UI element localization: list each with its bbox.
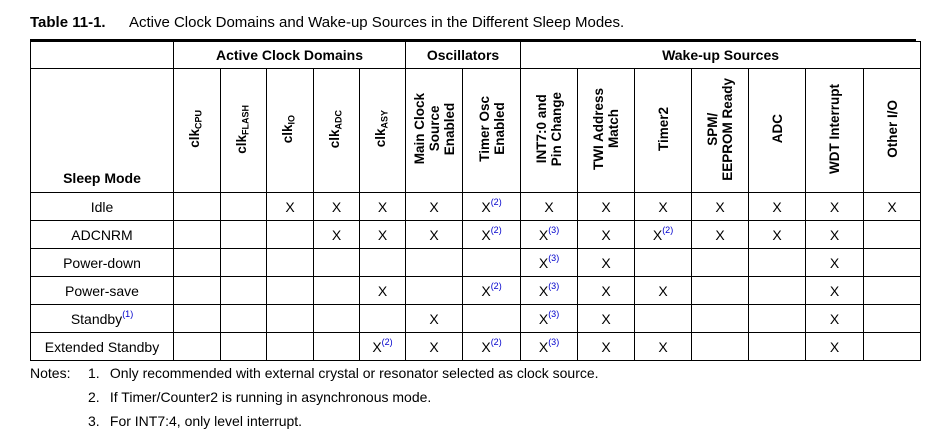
header-spm: SPM/ EEPROM Ready — [692, 69, 749, 193]
table-row — [31, 277, 921, 305]
header-clk-asy: clk$_{ASY}$ — [360, 69, 406, 193]
table-cell: X — [635, 277, 692, 305]
table-cell: X — [806, 193, 864, 221]
table-cell: X — [406, 305, 463, 333]
note-item: 2. If Timer/Counter2 is running in asynchronous mode. — [88, 389, 432, 405]
header-clk-cpu: clk$_{CPU}$ — [174, 69, 221, 193]
table-cell: $X^{(2)}$ — [360, 333, 406, 361]
table-cell — [864, 333, 921, 361]
sleep-mode-cell: ADCNRM — [31, 221, 174, 249]
table-number: Table 11-1. — [30, 14, 106, 31]
table-cell: X — [406, 333, 463, 361]
table-row — [31, 249, 921, 277]
note-item: 1. Only recommended with external crystal or resonator selected as clock source. — [88, 365, 599, 381]
table-cell: X — [692, 221, 749, 249]
table-cell: $X^{(2)}$ — [635, 221, 692, 249]
table-cell: X — [578, 221, 635, 249]
sleep-mode-cell: Power-down — [31, 249, 174, 277]
table-cell: $X^{(2)}$ — [463, 277, 521, 305]
table-cell: X — [806, 305, 864, 333]
table-cell — [221, 277, 267, 305]
table-cell — [314, 249, 360, 277]
header-sleep-mode: Sleep Mode — [31, 69, 174, 193]
table-cell: X — [360, 277, 406, 305]
table-cell — [221, 193, 267, 221]
table-cell — [749, 333, 806, 361]
table-cell: X — [314, 193, 360, 221]
table-cell: X — [406, 221, 463, 249]
table-cell: X — [806, 249, 864, 277]
table-cell: X — [635, 333, 692, 361]
table-cell — [692, 249, 749, 277]
table-cell: X — [578, 305, 635, 333]
table-cell — [749, 277, 806, 305]
table-cell — [314, 305, 360, 333]
table-row — [31, 305, 921, 333]
table-cell: X — [406, 193, 463, 221]
table-caption — [30, 14, 624, 31]
table-cell — [174, 193, 221, 221]
table-row — [31, 193, 921, 221]
header-int7: INT7:0 and Pin Change — [521, 69, 578, 193]
table-cell: $X^{(3)}$ — [521, 221, 578, 249]
table-cell — [463, 249, 521, 277]
table-cell: X — [806, 333, 864, 361]
table-cell: X — [578, 277, 635, 305]
table-cell — [174, 305, 221, 333]
sleep-mode-cell: Idle — [31, 193, 174, 221]
table-cell: X — [578, 333, 635, 361]
table-cell — [314, 277, 360, 305]
table-cell: X — [864, 193, 921, 221]
table-body — [31, 193, 921, 361]
table-cell: $X^{(3)}$ — [521, 333, 578, 361]
table-cell — [864, 221, 921, 249]
table-cell — [221, 333, 267, 361]
table-cell: X — [360, 193, 406, 221]
table-cell: $X^{(3)}$ — [521, 277, 578, 305]
table-cell — [221, 249, 267, 277]
table-cell — [267, 333, 314, 361]
header-adc: ADC — [749, 69, 806, 193]
table-cell: X — [749, 221, 806, 249]
group-wakeup-sources: Wake-up Sources — [521, 42, 921, 69]
table-cell: $X^{(2)}$ — [463, 193, 521, 221]
table-cell: $X^{(2)}$ — [463, 221, 521, 249]
table-row — [31, 221, 921, 249]
table-cell — [635, 305, 692, 333]
table-cell — [174, 249, 221, 277]
table-cell — [406, 249, 463, 277]
table-cell — [267, 221, 314, 249]
table-cell — [749, 249, 806, 277]
group-blank — [31, 42, 174, 69]
table-cell: X — [578, 249, 635, 277]
table-cell: X — [749, 193, 806, 221]
header-twi: TWI Address Match — [578, 69, 635, 193]
table-cell: X — [692, 193, 749, 221]
table-cell — [463, 305, 521, 333]
table-cell — [174, 277, 221, 305]
table-cell — [864, 277, 921, 305]
table-cell — [174, 221, 221, 249]
table-cell — [221, 221, 267, 249]
table-cell: X — [521, 193, 578, 221]
table-cell: $X^{(2)}$ — [463, 333, 521, 361]
table-cell — [174, 333, 221, 361]
table-cell: X — [267, 193, 314, 221]
group-clock-domains: Active Clock Domains — [174, 42, 406, 69]
table-cell — [314, 333, 360, 361]
table-cell — [360, 249, 406, 277]
table-cell: X — [314, 221, 360, 249]
table-cell — [749, 305, 806, 333]
header-clk-io: clk$_{IO}$ — [267, 69, 314, 193]
table-cell: $X^{(3)}$ — [521, 305, 578, 333]
header-main-clock: Main Clock Source Enabled — [406, 69, 463, 193]
sleep-mode-cell: Extended Standby — [31, 333, 174, 361]
table-cell — [406, 277, 463, 305]
table-cell: X — [578, 193, 635, 221]
table-cell — [864, 249, 921, 277]
header-timer2: Timer2 — [635, 69, 692, 193]
table-cell — [864, 305, 921, 333]
header-other-io: Other I/O — [864, 69, 921, 193]
table-cell — [267, 277, 314, 305]
table-cell — [635, 249, 692, 277]
table-cell — [360, 305, 406, 333]
table-title: Active Clock Domains and Wake-up Sources in the Different Sleep Modes. — [128, 14, 625, 31]
header-timer-osc: Timer Osc Enabled — [463, 69, 521, 193]
table-cell — [267, 305, 314, 333]
header-clk-flash: clk$_{FLASH}$ — [221, 69, 267, 193]
sleep-mode-cell: Standby$^{(1)}$ — [31, 305, 174, 333]
group-oscillators: Oscillators — [406, 42, 521, 69]
table-cell — [692, 277, 749, 305]
note-item: 3. For INT7:4, only level interrupt. — [88, 413, 303, 429]
table-cell — [267, 249, 314, 277]
notes-label: Notes: — [30, 365, 71, 381]
table-cell: X — [806, 221, 864, 249]
table-cell: X — [360, 221, 406, 249]
table-cell: X — [806, 277, 864, 305]
table-cell: X — [635, 193, 692, 221]
table-cell: $X^{(3)}$ — [521, 249, 578, 277]
table-cell — [692, 333, 749, 361]
sleep-modes-table — [30, 41, 921, 361]
table-cell — [221, 305, 267, 333]
sleep-mode-cell: Power-save — [31, 277, 174, 305]
header-clk-adc: clk$_{ADC}$ — [314, 69, 360, 193]
table-row — [31, 333, 921, 361]
table-cell — [692, 305, 749, 333]
header-wdt: WDT Interrupt — [806, 69, 864, 193]
